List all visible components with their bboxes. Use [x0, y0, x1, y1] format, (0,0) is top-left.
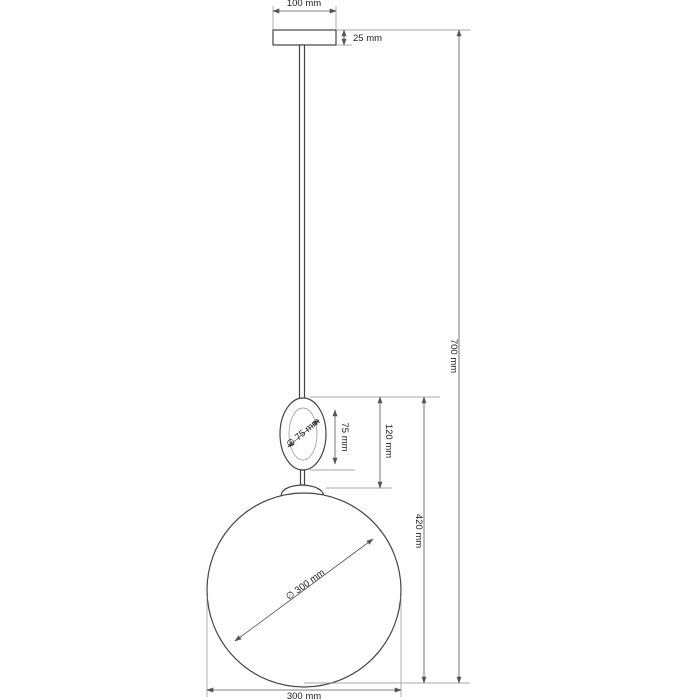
suspension-rod — [300, 45, 305, 400]
lower-drop-label: 420 mm — [413, 513, 424, 549]
globe-diameter-label: ∅ 300 mm — [284, 567, 328, 603]
connector-rod — [301, 470, 305, 485]
canopy-height-label: 25 mm — [353, 33, 383, 44]
disc-height-label: 75 mm — [339, 422, 350, 452]
upper-drop-label: 120 mm — [383, 423, 394, 459]
canopy-width-label: 100 mm — [286, 0, 322, 9]
ceiling-canopy — [273, 30, 336, 45]
overall-width-label: 300 mm — [286, 691, 322, 700]
total-height-label: 700 mm — [448, 338, 459, 374]
disc-diameter-label: ∅ 75 mm — [284, 416, 323, 451]
